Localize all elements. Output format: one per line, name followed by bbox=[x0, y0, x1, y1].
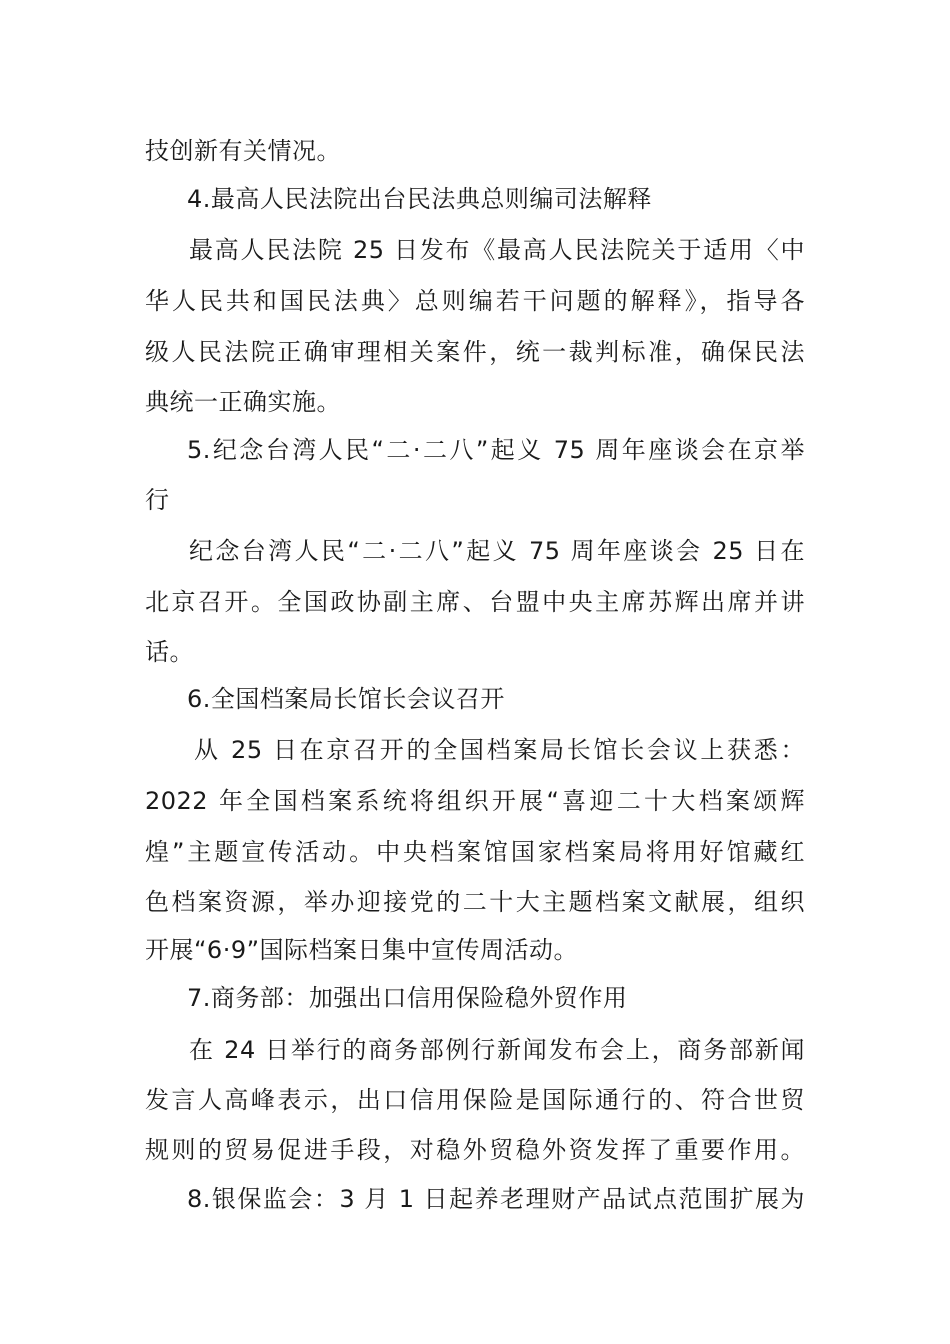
section-heading-4: 4.最高人民法院出台民法典总则编司法解释 bbox=[187, 185, 652, 213]
section-heading-6: 6.全国档案局长馆长会议召开 bbox=[187, 685, 505, 713]
paragraph-line: 2022 年全国档案系统将组织开展“喜迎二十大档案颂辉 bbox=[145, 787, 805, 815]
paragraph-line: 规则的贸易促进手段，对稳外贸稳外资发挥了重要作用。 bbox=[145, 1136, 805, 1164]
paragraph-line: 发言人高峰表示，出口信用保险是国际通行的、符合世贸 bbox=[145, 1086, 805, 1114]
paragraph-line: 在 24 日举行的商务部例行新闻发布会上，商务部新闻 bbox=[189, 1036, 805, 1064]
section-heading-7: 7.商务部：加强出口信用保险稳外贸作用 bbox=[187, 984, 628, 1012]
paragraph-line: 华人民共和国民法典〉总则编若干问题的解释》，指导各 bbox=[145, 287, 805, 315]
paragraph-line: 开展“6·9”国际档案日集中宣传周活动。 bbox=[145, 936, 579, 964]
paragraph-line: 级人民法院正确审理相关案件，统一裁判标准，确保民法 bbox=[145, 338, 805, 366]
section-heading-5-cont: 行 bbox=[145, 486, 170, 514]
section-heading-5: 5.纪念台湾人民“二·二八”起义 75 周年座谈会在京举 bbox=[187, 436, 805, 464]
paragraph-line: 最高人民法院 25 日发布《最高人民法院关于适用〈中 bbox=[189, 236, 805, 264]
paragraph-line: 纪念台湾人民“二·二八”起义 75 周年座谈会 25 日在 bbox=[189, 537, 805, 565]
paragraph-line: 北京召开。全国政协副主席、台盟中央主席苏辉出席并讲 bbox=[145, 588, 805, 616]
section-heading-8: 8.银保监会：3 月 1 日起养老理财产品试点范围扩展为 bbox=[187, 1185, 805, 1213]
paragraph-line: 煌”主题宣传活动。中央档案馆国家档案局将用好馆藏红 bbox=[145, 838, 805, 866]
paragraph-line: 话。 bbox=[145, 638, 194, 666]
paragraph-line: 色档案资源，举办迎接党的二十大主题档案文献展，组织 bbox=[145, 888, 805, 916]
paragraph-line: 典统一正确实施。 bbox=[145, 388, 341, 416]
paragraph-line: 技创新有关情况。 bbox=[145, 137, 341, 165]
paragraph-line: 从 25 日在京召开的全国档案局长馆长会议上获悉： bbox=[194, 736, 805, 764]
